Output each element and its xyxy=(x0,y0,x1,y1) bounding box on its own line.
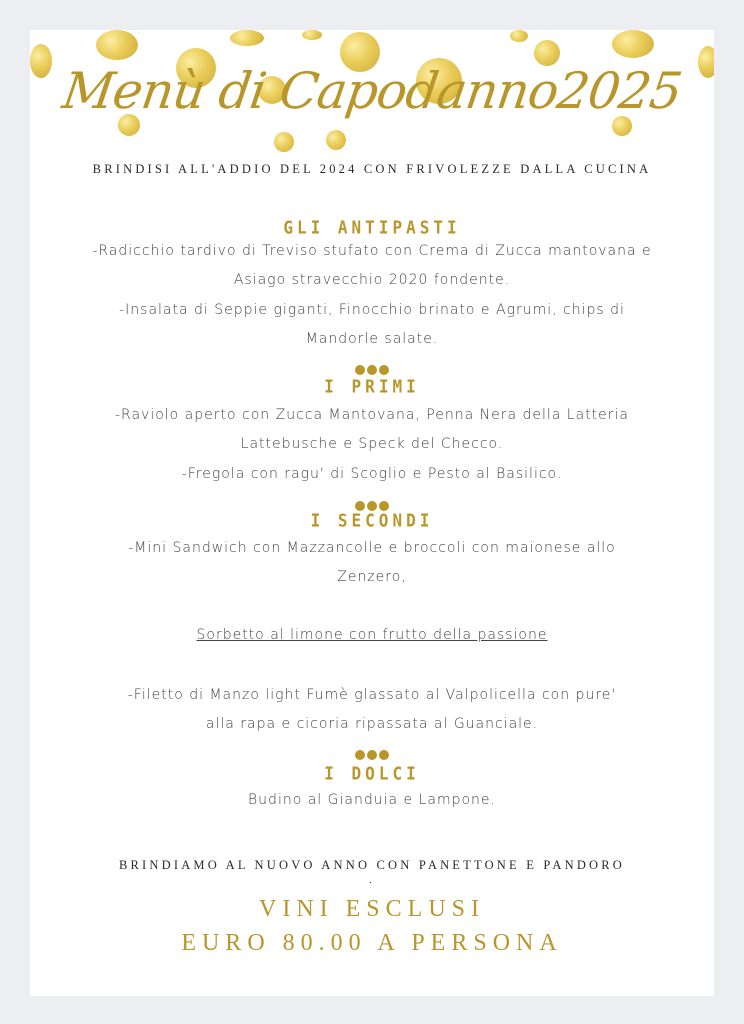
price-text: EURO 80.00 A PERSONA xyxy=(181,930,563,956)
section-secondi-heading: I SECONDI xyxy=(310,510,434,531)
secondi-line: alla rapa e cicoria ripassata al Guanciale. xyxy=(205,716,539,732)
antipasti-line: Asiago stravecchio 2020 fondente. xyxy=(233,272,511,288)
antipasti-line: Mandorle salate. xyxy=(305,331,439,347)
menu-card xyxy=(30,30,714,996)
menu-title: Menù di Capodanno2025 xyxy=(59,62,685,120)
gold-dot-decoration xyxy=(326,130,346,150)
gold-dot-decoration xyxy=(510,30,528,42)
antipasti-line: -Radicchio tardivo di Treviso stufato con Crema di Zucca mantovana e xyxy=(92,243,652,259)
secondi-line: Zenzero, xyxy=(337,569,407,585)
dolci-line: Budino al Gianduia e Lampone. xyxy=(248,792,496,808)
antipasti-line: -Insalata di Seppie giganti, Finocchio brinato e Agrumi, chips di xyxy=(119,302,625,318)
sorbetto-line: Sorbetto al limone con frutto della passione xyxy=(196,627,548,643)
intro-text: BRINDISI ALL'ADDIO DEL 2024 CON FRIVOLEZZE DALLA CUCINA xyxy=(92,162,652,176)
secondi-line: -Filetto di Manzo light Fumè glassato al Valpolicella con pure' xyxy=(127,687,617,703)
gold-dot-decoration xyxy=(302,30,322,40)
primi-line: Lattebusche e Speck del Checco. xyxy=(240,436,504,452)
primi-line: -Fregola con ragu' di Scoglio e Pesto al Basilico. xyxy=(181,466,563,482)
section-divider-dots xyxy=(30,745,714,757)
primi-line: -Raviolo aperto con Zucca Mantovana, Penna Nera della Latteria xyxy=(114,407,630,423)
gold-dot-decoration xyxy=(230,30,264,46)
closing-dot: . xyxy=(369,875,375,886)
gold-dot-decoration xyxy=(612,30,654,58)
section-divider-dots xyxy=(30,360,714,372)
section-primi-heading: I PRIMI xyxy=(324,376,420,397)
gold-dot-decoration xyxy=(274,132,294,152)
secondi-line: -Mini Sandwich con Mazzancolle e broccoli con maionese allo xyxy=(128,540,616,556)
vini-esclusi: VINI ESCLUSI xyxy=(259,896,485,922)
closing-text: BRINDIAMO AL NUOVO ANNO CON PANETTONE E PANDORO xyxy=(118,858,626,872)
section-dolci-heading: I DOLCI xyxy=(324,763,420,784)
section-antipasti-heading: GLI ANTIPASTI xyxy=(283,217,461,238)
gold-dot-decoration xyxy=(96,30,138,60)
section-divider-dots xyxy=(30,496,714,508)
